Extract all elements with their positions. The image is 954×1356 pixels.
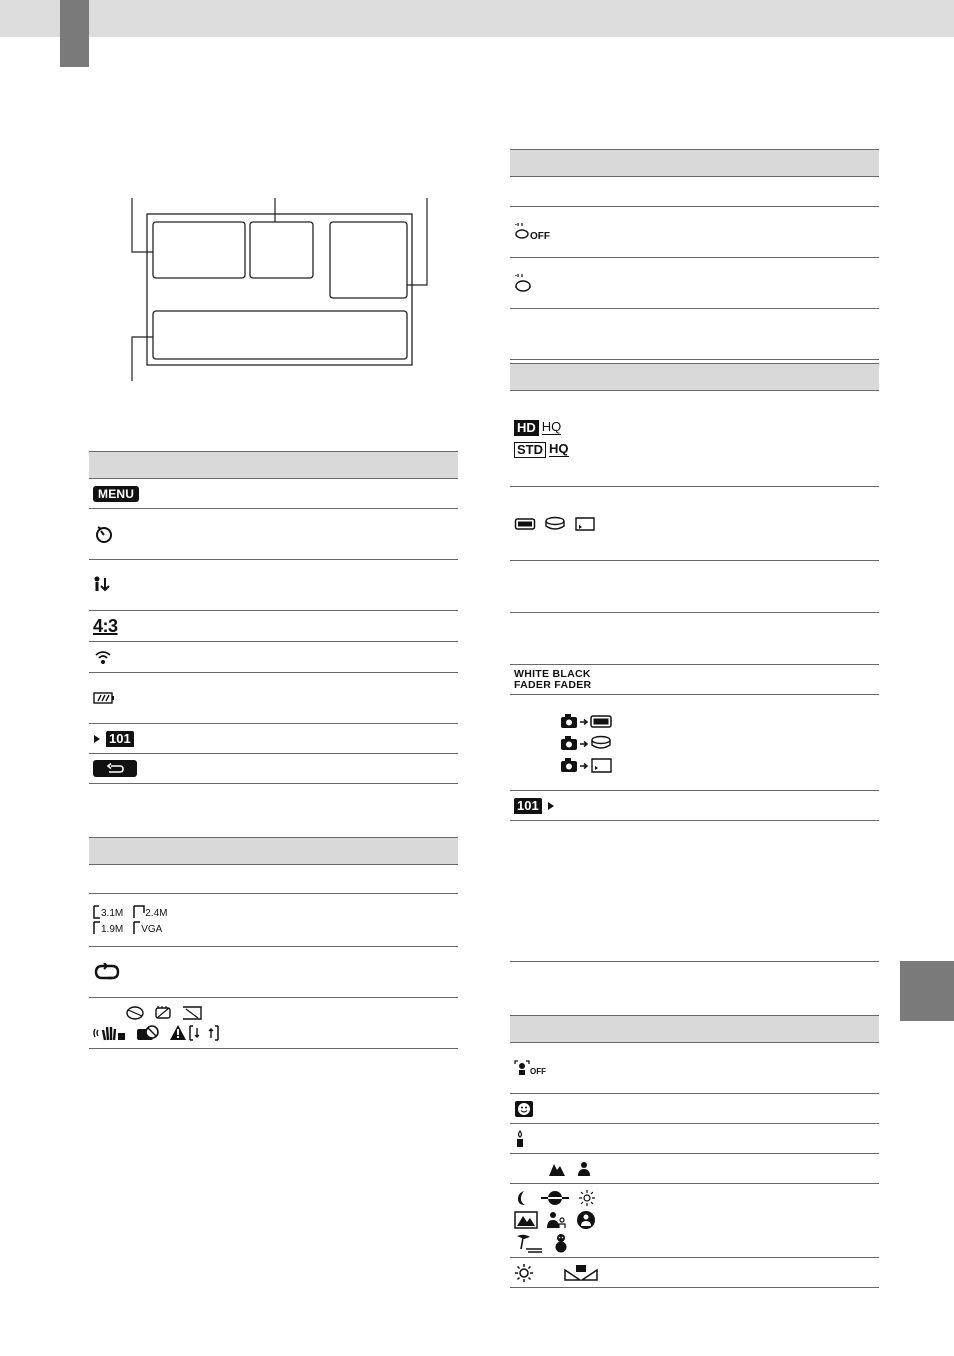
table-row [89,611,458,642]
off-label: OFF [530,1067,546,1076]
table-row [510,695,879,791]
hd-quality-icon [514,420,561,436]
disc-warning-icon [125,1005,145,1021]
table-row [510,791,879,821]
hq-label: HQ [541,419,562,434]
right-table-lower [510,1015,879,1288]
hdd-shock-icon [514,273,532,293]
fireworks-icon [578,1189,596,1207]
table-row [510,487,879,561]
memory-card-icon [574,516,596,532]
table-row [89,894,458,947]
diagram-area-upper-right [330,222,407,298]
right-table-upper [510,149,879,360]
beach-icon [514,1233,544,1253]
table-row [89,998,458,1049]
leader-line-1 [132,198,153,252]
table-row [89,642,458,673]
snow-icon [552,1233,570,1253]
smile-shutter-icon [514,1100,534,1118]
sunset-icon [540,1189,570,1207]
return-button-icon [93,760,137,777]
table-row [510,1094,879,1124]
play-arrow-icon [547,801,555,811]
fader-icon [514,669,591,691]
repeat-icon [93,963,121,981]
table-row [89,509,458,560]
table-row [89,947,458,998]
image-size-label: 3.1M [101,908,124,919]
table-row [510,1184,879,1258]
photo-to-disk-icon [560,734,614,752]
microphone-level-icon [93,575,113,595]
photo-to-memory-icon [560,712,614,730]
table-header [89,451,458,479]
table-row [510,1258,879,1288]
table-row [510,258,879,309]
folder-icon: 101 [514,798,542,814]
image-size-2-4m-icon [133,905,167,919]
image-size-label: 2.4M [145,908,168,919]
table-row [510,1154,879,1184]
table-header [510,363,879,391]
image-size-label: VGA [141,924,163,935]
left-table-lower [89,837,458,1049]
table-header [510,149,879,177]
menu-button-icon: MENU [93,486,139,502]
image-size-vga-icon [133,921,162,935]
table-row [89,754,458,784]
landscape-icon [548,1161,566,1177]
table-row [510,821,879,962]
card-warning-icon [181,1005,203,1021]
diagram-area-upper-left [153,222,245,278]
white-balance-sun-icon [514,1263,534,1283]
table-row [510,613,879,665]
image-size-1-9m-icon [93,921,123,935]
aspect-ratio-icon: 4:3 [93,615,118,636]
std-quality-icon [514,442,569,458]
right-table-middle [510,363,879,962]
fader-line-1: WHITE BLACK [514,667,591,680]
diagram-area-upper-center [250,222,313,278]
table-row [510,177,879,207]
table-row [89,673,458,724]
table-row [510,309,879,360]
table-row [510,561,879,613]
folder-icon: 101 [106,731,134,747]
table-row [89,724,458,754]
stabilizer-off-icon [135,1024,161,1042]
left-table-upper [89,451,458,784]
warning-triangle-icon [169,1024,221,1042]
hdd-shock-off-icon [514,222,550,242]
spotlight-icon [576,1210,596,1230]
image-size-3-1m-icon [93,905,123,919]
off-label: OFF [530,231,550,242]
camera-shake-warning-icon [93,1024,127,1042]
screen-layout-diagram [0,0,480,400]
table-row [510,1124,879,1154]
table-row [89,865,458,894]
portrait-icon [576,1161,592,1177]
image-size-label: 1.9M [101,924,124,935]
leader-line-4 [132,337,153,381]
memory-warning-icon [153,1005,173,1021]
fader-line-2: FADER FADER [514,678,592,691]
landscape-scene-icon [514,1211,538,1229]
battery-icon [93,692,115,704]
photo-to-card-icon [560,756,614,774]
std-label: STD [514,442,546,458]
face-detection-off-icon [514,1060,546,1076]
table-header [89,837,458,865]
table-row [89,560,458,611]
table-row [510,665,879,695]
diagram-frame [147,214,412,365]
twilight-portrait-icon [546,1211,568,1229]
hq-label: HQ [549,441,569,456]
hd-label: HD [514,420,539,436]
table-row [510,391,879,487]
one-push-white-balance-icon [564,1264,598,1282]
leader-line-3 [407,198,427,285]
candle-icon [514,1130,526,1148]
diagram-area-bottom [153,311,407,359]
play-arrow-icon [93,734,101,744]
table-row [89,479,458,509]
table-header [510,1015,879,1043]
internal-memory-icon [514,517,536,531]
night-scene-icon [514,1189,532,1207]
side-tab [900,961,954,1021]
table-row [510,207,879,258]
hard-disk-icon [544,516,566,532]
table-row [510,1043,879,1094]
self-timer-icon [93,523,115,545]
wireless-signal-icon [93,648,113,666]
